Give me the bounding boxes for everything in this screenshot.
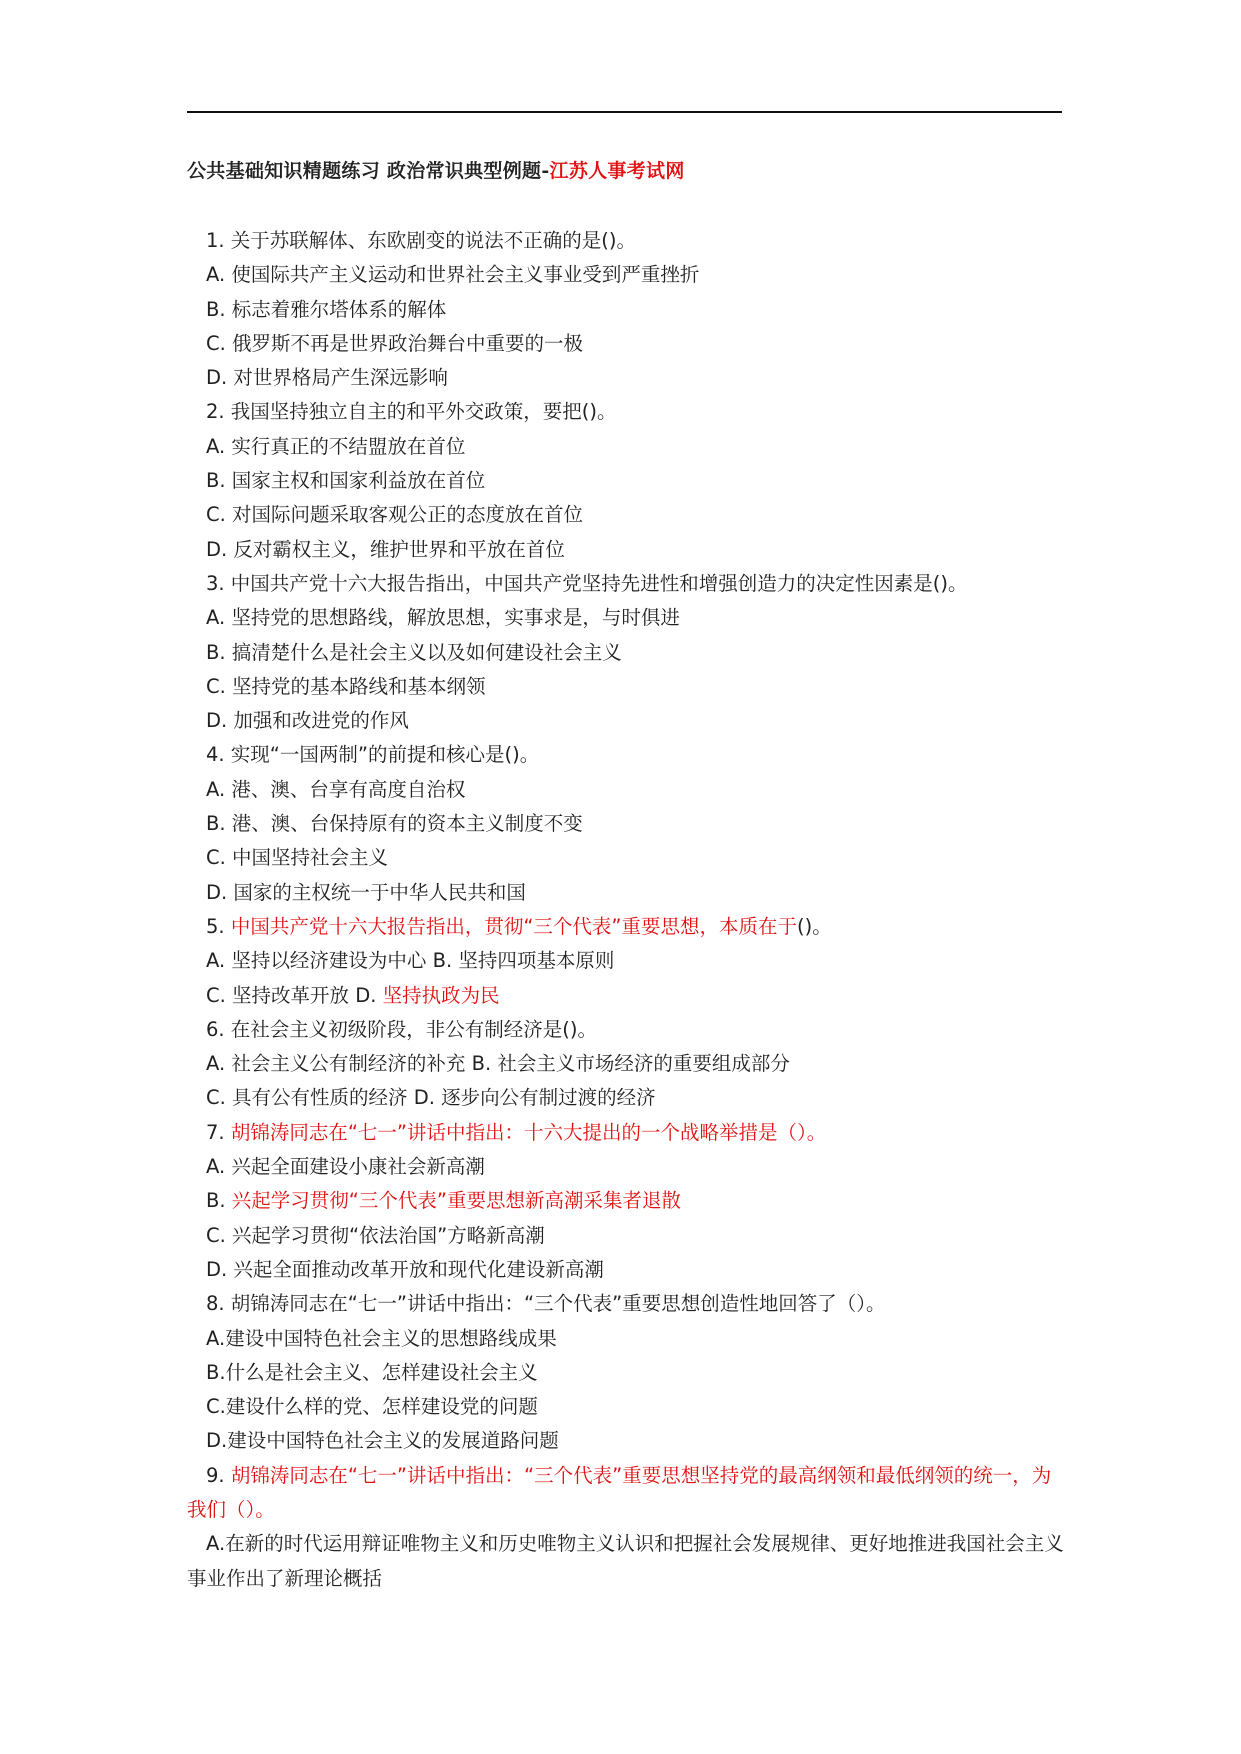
question-8-option-d: D.建设中国特色社会主义的发展道路问题 [206,1429,559,1453]
question-1-option-d: D. 对世界格局产生深远影响 [206,366,448,390]
question-8-option-b: B.什么是社会主义、怎样建设社会主义 [206,1360,538,1384]
question-9-option-a: A.在新的时代运用辩证唯物主义和历史唯物主义认识和把握社会发展规律、更好地推进我国社会主义事业作出了新理论概括 [187,1532,1064,1590]
question-7 [187,1116,1067,1150]
question-5-number: 5. [206,914,231,938]
header-rule [187,111,1062,113]
question-6-options-ab: A. 社会主义公有制经济的补充 B. 社会主义市场经济的重要组成部分 [206,1052,790,1076]
question-9-highlight: 胡锦涛同志在“七一”讲话中指出：“三个代表”重要思想坚持党的最高纲领和最低纲领的统一，为我们（）。 [187,1463,1052,1521]
question-2-option-d: D. 反对霸权主义，维护世界和平放在首位 [206,537,565,561]
question-1-option-c: C. 俄罗斯不再是世界政治舞台中重要的一极 [206,331,584,355]
question-5 [187,910,1067,944]
question-3-option-c: C. 坚持党的基本路线和基本纲领 [206,674,486,698]
question-7-option-a: A. 兴起全面建设小康社会新高潮 [206,1155,485,1179]
question-3: 3. 中国共产党十六大报告指出，中国共产党坚持先进性和增强创造力的决定性因素是()。 [206,571,968,595]
question-4-option-d: D. 国家的主权统一于中华人民共和国 [206,880,526,904]
question-4-option-c: C. 中国坚持社会主义 [206,846,389,870]
question-9-number: 9. [206,1463,231,1487]
question-7-option-b [187,1184,1067,1218]
question-1-option-a: A. 使国际共产主义运动和世界社会主义事业受到严重挫折 [206,263,700,287]
question-7-option-d: D. 兴起全面推动改革开放和现代化建设新高潮 [206,1257,604,1281]
question-6: 6. 在社会主义初级阶段，非公有制经济是()。 [206,1017,598,1041]
title-main: 公共基础知识精题练习 政治常识典型例题- [187,160,550,182]
question-2-option-a: A. 实行真正的不结盟放在首位 [206,434,466,458]
question-8-option-c: C.建设什么样的党、怎样建设党的问题 [206,1395,538,1419]
question-5-options-cd [187,979,1067,1013]
question-6-options-cd: C. 具有公有性质的经济 D. 逐步向公有制过渡的经济 [206,1086,656,1110]
question-list [187,224,1067,1596]
question-4-option-a: A. 港、澳、台享有高度自治权 [206,777,466,801]
question-2-option-c: C. 对国际问题采取客观公正的态度放在首位 [206,503,584,527]
question-7-number: 7. [206,1120,231,1144]
question-5-option-c: C. 坚持改革开放 D. [206,983,383,1007]
question-3-option-a: A. 坚持党的思想路线，解放思想，实事求是，与时俱进 [206,606,680,630]
question-7-option-b-highlight: 兴起学习贯彻“三个代表”重要思想新高潮采集者退散 [231,1189,681,1213]
question-3-option-d: D. 加强和改进党的作风 [206,709,409,733]
question-5-option-d-highlight: 坚持执政为民 [382,983,500,1007]
question-1: 1. 关于苏联解体、东欧剧变的说法不正确的是()。 [206,229,637,252]
question-2: 2. 我国坚持独立自主的和平外交政策，要把()。 [206,400,617,424]
question-4-option-b: B. 港、澳、台保持原有的资本主义制度不变 [206,812,583,836]
question-9 [187,1459,1067,1528]
question-7-highlight: 胡锦涛同志在“七一”讲话中指出：十六大提出的一个战略举措是（）。 [230,1120,827,1144]
question-7-option-c: C. 兴起学习贯彻“依法治国”方略新高潮 [206,1223,545,1247]
question-3-option-b: B. 搞清楚什么是社会主义以及如何建设社会主义 [206,640,622,664]
question-4: 4. 实现“一国两制”的前提和核心是()。 [206,743,540,767]
question-8-option-a: A.建设中国特色社会主义的思想路线成果 [206,1326,557,1350]
question-5-options-ab: A. 坚持以经济建设为中心 B. 坚持四项基本原则 [206,949,615,973]
question-7-option-b-letter: B. [206,1189,232,1213]
question-8: 8. 胡锦涛同志在“七一”讲话中指出：“三个代表”重要思想创造性地回答了（）。 [206,1292,886,1316]
page-title [187,156,685,183]
question-5-end: ()。 [797,914,832,938]
question-2-option-b: B. 国家主权和国家利益放在首位 [206,469,486,493]
question-5-highlight: 中国共产党十六大报告指出，贯彻“三个代表”重要思想，本质在于 [230,914,798,938]
question-1-option-b: B. 标志着雅尔塔体系的解体 [206,297,447,321]
title-site-name: 江苏人事考试网 [549,160,685,182]
